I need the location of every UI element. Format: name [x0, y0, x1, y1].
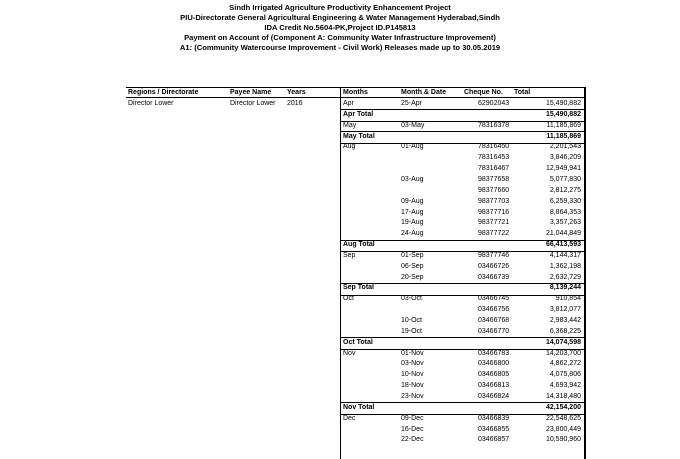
date-cell: 25-Apr	[401, 100, 423, 107]
amount-cell: 14,318,480	[545, 392, 581, 400]
cheque-cell: 78316467	[478, 165, 510, 173]
amount-cell: 4,144,317	[549, 251, 581, 259]
month-total-label: Sep Total	[343, 284, 374, 292]
date-cell: 18-Nov	[401, 382, 424, 390]
amount-cell: 10,590,960	[545, 436, 581, 444]
date-cell: 01-Nov	[401, 349, 424, 357]
amount-cell: 4,862,272	[549, 360, 581, 368]
amount-cell: 2,632,729	[549, 273, 581, 281]
col-cheque: Cheque No.	[464, 89, 503, 96]
cheque-cell: 78316378	[478, 121, 510, 129]
col-total: Total	[514, 89, 531, 96]
amount-cell: 5,077,830	[549, 175, 581, 183]
month-cell: May	[343, 121, 357, 129]
date-cell: 01-Aug	[401, 143, 424, 151]
date-cell: 06-Sep	[401, 262, 424, 270]
cheque-cell: 03466800	[478, 360, 510, 368]
date-cell: 09-Dec	[401, 414, 424, 422]
col-years: Years	[287, 89, 306, 96]
credit-line: IDA Credit No.5604-PK,Project ID.P145813	[264, 23, 416, 32]
cheque-cell: 03466839	[478, 414, 510, 422]
amount-cell: 21,044,849	[545, 230, 581, 238]
cheque-cell: 98377716	[478, 208, 510, 216]
year-cell: 2016	[287, 100, 303, 107]
cheque-cell: 78316450	[478, 143, 510, 151]
month-total-amount: 66,413,593	[545, 241, 581, 248]
amount-cell: 23,800,449	[545, 425, 581, 433]
amount-cell: 6,368,225	[549, 327, 581, 335]
cheque-cell: 98377721	[478, 219, 510, 227]
date-cell: 22-Dec	[401, 436, 424, 444]
region-cell: Director Lower	[128, 100, 174, 107]
amount-cell: 3,357,263	[549, 219, 581, 227]
month-total-amount: 8,139,244	[549, 284, 581, 292]
month-total-amount: 42,154,200	[545, 403, 581, 411]
payment-line: Payment on Account of (Component A: Community Water Infrastructure Improvement)	[184, 33, 496, 42]
releases-line: A1: (Community Watercourse Improvement - Civil Work) Releases made up to 30.05.2019	[179, 43, 501, 52]
header-bottom-rule	[126, 97, 586, 98]
cheque-cell: 03466756	[478, 306, 510, 314]
month-total-label: Oct Total	[343, 338, 373, 346]
date-cell: 03-Oct	[401, 295, 423, 303]
date-cell: 03-Nov	[401, 360, 424, 368]
date-cell: 09-Aug	[401, 197, 424, 205]
col-months: Months	[343, 89, 368, 96]
cheque-cell: 03466739	[478, 273, 510, 281]
month-total-label: Apr Total	[343, 110, 374, 118]
payee-cell: Director Lower	[230, 100, 276, 107]
amount-cell: 4,075,806	[549, 371, 581, 379]
cheque-cell: 03466745	[478, 295, 510, 303]
date-cell: 03-May	[401, 121, 425, 129]
month-cell: Aug	[343, 143, 356, 151]
amount-cell: 22,548,625	[545, 414, 581, 422]
month-total-label: Aug Total	[343, 241, 375, 248]
month-total-amount: 15,490,882	[545, 110, 581, 118]
cheque-cell: 98377746	[478, 251, 510, 259]
cheque-cell: 98377703	[478, 197, 510, 205]
cheque-cell: 62902043	[478, 100, 510, 107]
date-cell: 01-Sep	[401, 251, 424, 259]
cheque-cell: 98377658	[478, 175, 510, 183]
header-top-rule	[126, 87, 586, 88]
cheque-cell: 98377722	[478, 230, 510, 238]
cheque-cell: 03466768	[478, 317, 510, 324]
cheque-cell: 03466726	[478, 262, 510, 270]
amount-cell: 2,201,543	[549, 143, 581, 151]
date-cell: 17-Aug	[401, 208, 424, 216]
amount-cell: 2,983,442	[549, 317, 581, 324]
cheque-cell: 03466857	[478, 436, 510, 444]
month-cell: Apr	[343, 100, 354, 107]
date-cell: 23-Nov	[401, 392, 424, 400]
cheque-cell: 03466770	[478, 327, 510, 335]
month-cell: Sep	[343, 251, 356, 259]
month-cell: Oct	[343, 295, 354, 303]
month-total-amount: 11,185,869	[546, 132, 581, 140]
month-total-amount: 14,074,598	[545, 338, 581, 346]
amount-cell: 11,185,869	[546, 121, 581, 129]
amount-cell: 6,259,330	[549, 197, 581, 205]
amount-cell: 4,693,942	[549, 382, 581, 390]
cheque-cell: 78316453	[478, 154, 510, 162]
amount-cell: 12,949,941	[545, 165, 581, 173]
date-cell: 20-Sep	[401, 273, 424, 281]
date-cell: 16-Dec	[401, 425, 424, 433]
amount-cell: 1,362,198	[549, 262, 581, 270]
amount-cell: 8,864,353	[549, 208, 581, 216]
amount-cell: 2,812,275	[549, 186, 581, 194]
amount-cell: 3,812,077	[549, 306, 581, 314]
date-cell: 10-Nov	[401, 371, 424, 379]
col-region: Regions / Directorate	[128, 89, 199, 96]
month-total-label: May Total	[343, 132, 375, 140]
col-payee: Payee Name	[230, 89, 272, 96]
month-total-label: Nov Total	[343, 403, 375, 411]
amount-cell: 910,854	[555, 295, 581, 303]
amount-cell: 15,490,882	[545, 100, 581, 107]
date-cell: 19-Oct	[401, 327, 423, 335]
month-cell: Nov	[343, 349, 356, 357]
cheque-cell: 03466824	[478, 392, 510, 400]
col-month-date: Month & Date	[401, 89, 447, 96]
cheque-cell: 03466855	[478, 425, 510, 433]
date-cell: 10-Oct	[401, 317, 423, 324]
cheque-cell: 03466813	[478, 382, 510, 390]
date-cell: 24-Aug	[401, 230, 424, 238]
directorate-title: PIU-Directorate General Agricultural Engineering & Water Management Hyderabad,Sindh	[180, 13, 500, 22]
month-cell: Dec	[343, 414, 356, 422]
date-cell: 19-Aug	[401, 219, 424, 227]
cheque-cell: 03466783	[478, 349, 510, 357]
project-title: Sindh Irrigated Agriculture Productivity Enhancement Project	[229, 3, 451, 12]
amount-cell: 14,203,700	[545, 349, 581, 357]
amount-cell: 3,846,209	[549, 154, 581, 162]
cheque-cell: 03466805	[478, 371, 510, 379]
cheque-cell: 98377660	[478, 186, 510, 194]
date-cell: 03-Aug	[401, 175, 424, 183]
